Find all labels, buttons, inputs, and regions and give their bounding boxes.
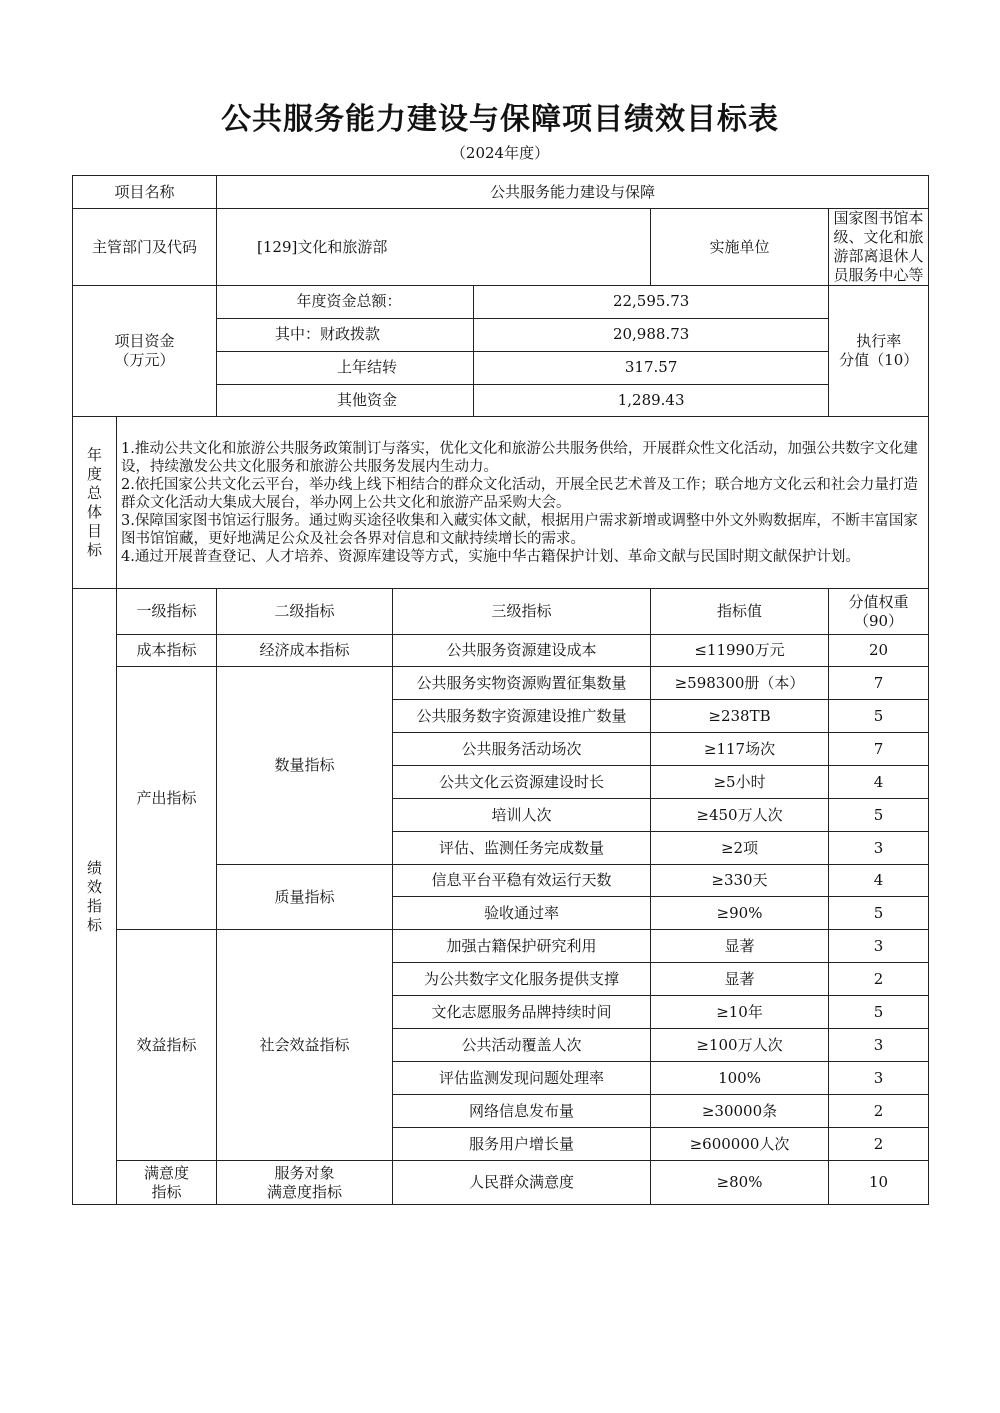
indicator-value: ≥238TB [651,700,829,733]
satisfaction-level1 [117,1161,217,1205]
indicator-value: ≤11990万元 [651,635,829,667]
indicator-name: 评估、监测任务完成数量 [393,832,651,865]
funds-carryover-label: 上年结转 [217,351,473,384]
execution-rate-line1: 执行率 [856,332,902,350]
indicators-label-char: 标 [86,915,102,934]
indicator-weight: 5 [829,897,929,930]
indicator-weight: 10 [829,1161,929,1205]
funds-row [73,286,929,417]
funds-row-fiscal [217,318,928,351]
implementing-unit-value [829,209,929,286]
indicator-weight: 2 [829,963,929,996]
indicator-weight: 3 [829,1062,929,1095]
goal-item: 2.依托国家公共文化云平台，举办线上线下相结合的群众文化活动，开展全民艺术普及工作；联合地方文化云和社会力量打造群众文化活动大集成大展台，举办网上公共文化和旅游产品采购大会。 [121,476,918,511]
indicator-value: ≥30000条 [651,1095,829,1128]
indicator-value: ≥100万人次 [651,1029,829,1062]
project-name-value: 公共服务能力建设与保障 [217,176,929,209]
indicator-weight: 4 [829,865,929,897]
indicator-value: ≥450万人次 [651,799,829,832]
funds-label-line1: 项目资金 [114,332,175,350]
header-weight-line1: 分值权重 [848,592,909,611]
department-value [217,209,651,286]
indicators-label-char: 指 [86,896,102,915]
indicator-name: 公共文化云资源建设时长 [393,766,651,799]
indicator-value: 显著 [651,930,829,963]
funds-row-carryover [217,351,928,384]
indicator-name: 为公共数字文化服务提供支撑 [393,963,651,996]
execution-rate-line2: 分值（10） [839,351,919,369]
indicator-weight: 20 [829,635,929,667]
funds-label [73,286,217,417]
indicator-name: 人民群众满意度 [393,1161,651,1205]
cost-level1: 成本指标 [117,635,217,667]
indicator-value: ≥90% [651,897,829,930]
funds-detail-cell [217,286,929,417]
indicator-name: 验收通过率 [393,897,651,930]
goals-label-char: 标 [86,540,102,559]
indicator-value: ≥2项 [651,832,829,865]
performance-table [72,175,929,1205]
indicator-name: 服务用户增长量 [393,1128,651,1161]
indicator-name: 网络信息发布量 [393,1095,651,1128]
indicator-weight: 5 [829,700,929,733]
indicator-name: 文化志愿服务品牌持续时间 [393,996,651,1029]
funds-detail-table [217,286,928,416]
indicator-weight: 4 [829,766,929,799]
funds-fiscal-label: 其中：财政拨款 [217,318,473,351]
goal-item: 1.推动公共文化和旅游公共服务政策制订与落实，优化文化和旅游公共服务供给，开展群众性文化活动，加强公共数字文化建设，持续激发公共文化服务和旅游公共服务发展内生动力。 [121,440,918,475]
goals-text [117,417,929,589]
department-value-text: [129]文化和旅游部 [257,237,388,256]
header-weight-line2: （90） [853,611,904,630]
indicators-label [73,589,117,1205]
goals-label-char: 度 [86,464,102,483]
indicators-header-row [73,589,929,635]
implementing-unit-text: 国家图书馆本级、文化和旅游部离退休人员服务中心等 [833,209,924,284]
indicator-value: ≥80% [651,1161,829,1205]
benefit-level2: 社会效益指标 [217,930,393,1161]
page-subtitle: （2024年度） [450,144,550,162]
header-value: 指标值 [651,589,829,635]
funds-row-total [217,286,928,318]
goal-item: 3.保障国家图书馆运行服务。通过购买途径收集和入藏实体文献，根据用户需求新增或调整中外文外购数据库，不断丰富国家图书馆馆藏，更好地满足公众及社会各界对信息和文献持续增长的需求。 [121,512,918,547]
indicator-value: ≥330天 [651,865,829,897]
table-row [73,930,929,963]
indicator-weight: 2 [829,1095,929,1128]
goals-label-char: 总 [86,483,102,502]
satisfaction-level2-line2: 满意度指标 [267,1182,343,1201]
benefit-level1: 效益指标 [117,930,217,1161]
project-name-label: 项目名称 [73,176,217,209]
indicator-weight: 5 [829,996,929,1029]
goals-row [73,417,929,589]
table-row [73,635,929,667]
cost-level2: 经济成本指标 [217,635,393,667]
header-level2: 二级指标 [217,589,393,635]
satisfaction-level1-line1: 满意度 [144,1163,190,1182]
satisfaction-level2-line1: 服务对象 [274,1163,335,1182]
indicator-name: 公共活动覆盖人次 [393,1029,651,1062]
indicators-label-char: 绩 [86,858,102,877]
indicator-value: ≥117场次 [651,733,829,766]
indicator-value: 显著 [651,963,829,996]
goals-label-char: 年 [86,445,102,464]
project-name-row [73,176,929,209]
header-level1: 一级指标 [117,589,217,635]
satisfaction-level2 [217,1161,393,1205]
indicator-weight: 5 [829,799,929,832]
indicator-value: 100% [651,1062,829,1095]
department-label: 主管部门及代码 [73,209,217,286]
output-level1: 产出指标 [117,667,217,930]
department-row [73,209,929,286]
indicator-weight: 3 [829,832,929,865]
quality-level2: 质量指标 [217,865,393,930]
indicator-name: 信息平台平稳有效运行天数 [393,865,651,897]
indicator-name: 公共服务实物资源购置征集数量 [393,667,651,700]
indicator-name: 培训人次 [393,799,651,832]
quantity-level2: 数量指标 [217,667,393,865]
indicator-weight: 3 [829,930,929,963]
indicator-name: 公共服务资源建设成本 [393,635,651,667]
funds-label-line2: （万元） [114,351,175,369]
goals-label [73,417,117,589]
funds-carryover-value: 317.57 [473,351,829,384]
funds-total-value: 22,595.73 [473,286,829,318]
indicator-name: 公共服务数字资源建设推广数量 [393,700,651,733]
indicator-value: ≥600000人次 [651,1128,829,1161]
indicator-value: ≥598300册（本） [651,667,829,700]
funds-other-label: 其他资金 [217,384,473,416]
indicator-value: ≥10年 [651,996,829,1029]
page-title: 公共服务能力建设与保障项目绩效目标表 [221,102,779,137]
goal-item: 4.通过开展普查登记、人才培养、资源库建设等方式，实施中华古籍保护计划、革命文献与民国时期文献保护计划。 [121,548,860,565]
table-row [73,1161,929,1205]
indicator-weight: 3 [829,1029,929,1062]
indicator-weight: 7 [829,733,929,766]
funds-total-label: 年度资金总额： [217,286,473,318]
funds-fiscal-value: 20,988.73 [473,318,829,351]
indicators-label-char: 效 [86,877,102,896]
indicator-value: ≥5小时 [651,766,829,799]
funds-row-other [217,384,928,416]
indicator-name: 公共服务活动场次 [393,733,651,766]
indicator-name: 评估监测发现问题处理率 [393,1062,651,1095]
goals-label-char: 体 [86,502,102,521]
indicator-weight: 2 [829,1128,929,1161]
header-weight [829,589,929,635]
execution-rate-cell [829,286,928,416]
goals-label-char: 目 [86,521,102,540]
indicator-weight: 7 [829,667,929,700]
satisfaction-level1-line2: 指标 [151,1182,182,1201]
funds-other-value: 1,289.43 [473,384,829,416]
table-row [73,667,929,700]
implementing-unit-label: 实施单位 [651,209,829,286]
indicator-name: 加强古籍保护研究利用 [393,930,651,963]
header-level3: 三级指标 [393,589,651,635]
